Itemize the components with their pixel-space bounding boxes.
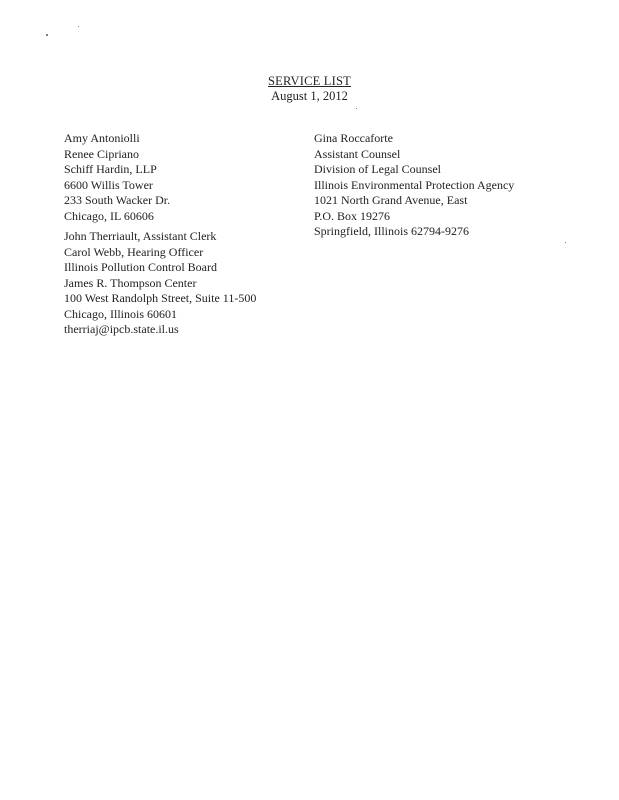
address-line: Assistant Counsel — [314, 146, 401, 161]
address-line: Chicago, IL 60606 — [64, 208, 154, 223]
address-line: Amy Antoniolli — [64, 131, 140, 145]
address-line: James R. Thompson Center — [64, 275, 197, 290]
scan-speck — [46, 34, 48, 36]
address-line: 1021 North Grand Avenue, East — [314, 193, 468, 207]
address-line: 6600 Willis Tower — [64, 177, 153, 192]
address-line: Illinois Pollution Control Board — [64, 260, 218, 274]
scan-speck — [565, 242, 566, 243]
address-line: Division of Legal Counsel — [314, 162, 441, 176]
address-line: John Therriault, Assistant Clerk — [64, 229, 217, 243]
address-line: 233 South Wacker Dr. — [64, 193, 171, 207]
service-list-date: August 1, 2012 — [271, 89, 348, 103]
email-address: therriaj@ipcb.state.il.us — [64, 322, 179, 336]
scan-speck — [356, 108, 357, 109]
service-list-heading: SERVICE LIST — [268, 74, 351, 88]
address-line: 100 West Randolph Street, Suite 11-500 — [64, 291, 257, 305]
address-line: Carol Webb, Hearing Officer — [64, 244, 204, 259]
address-line: Renee Cipriano — [64, 146, 139, 161]
address-block-schiff-hardin — [64, 131, 170, 224]
address-line: Springfield, Illinois 62794-9276 — [314, 224, 469, 238]
address-line: Schiff Hardin, LLP — [64, 162, 157, 176]
document-title — [0, 74, 619, 104]
address-line: Gina Roccaforte — [314, 131, 393, 145]
address-block-pollution-control-board — [64, 229, 256, 338]
address-line: Illinois Environmental Protection Agency — [314, 177, 515, 192]
address-line: P.O. Box 19276 — [314, 208, 391, 223]
address-line: Chicago, Illinois 60601 — [64, 306, 177, 321]
scan-speck — [78, 26, 79, 27]
address-block-illinois-epa — [314, 131, 514, 240]
